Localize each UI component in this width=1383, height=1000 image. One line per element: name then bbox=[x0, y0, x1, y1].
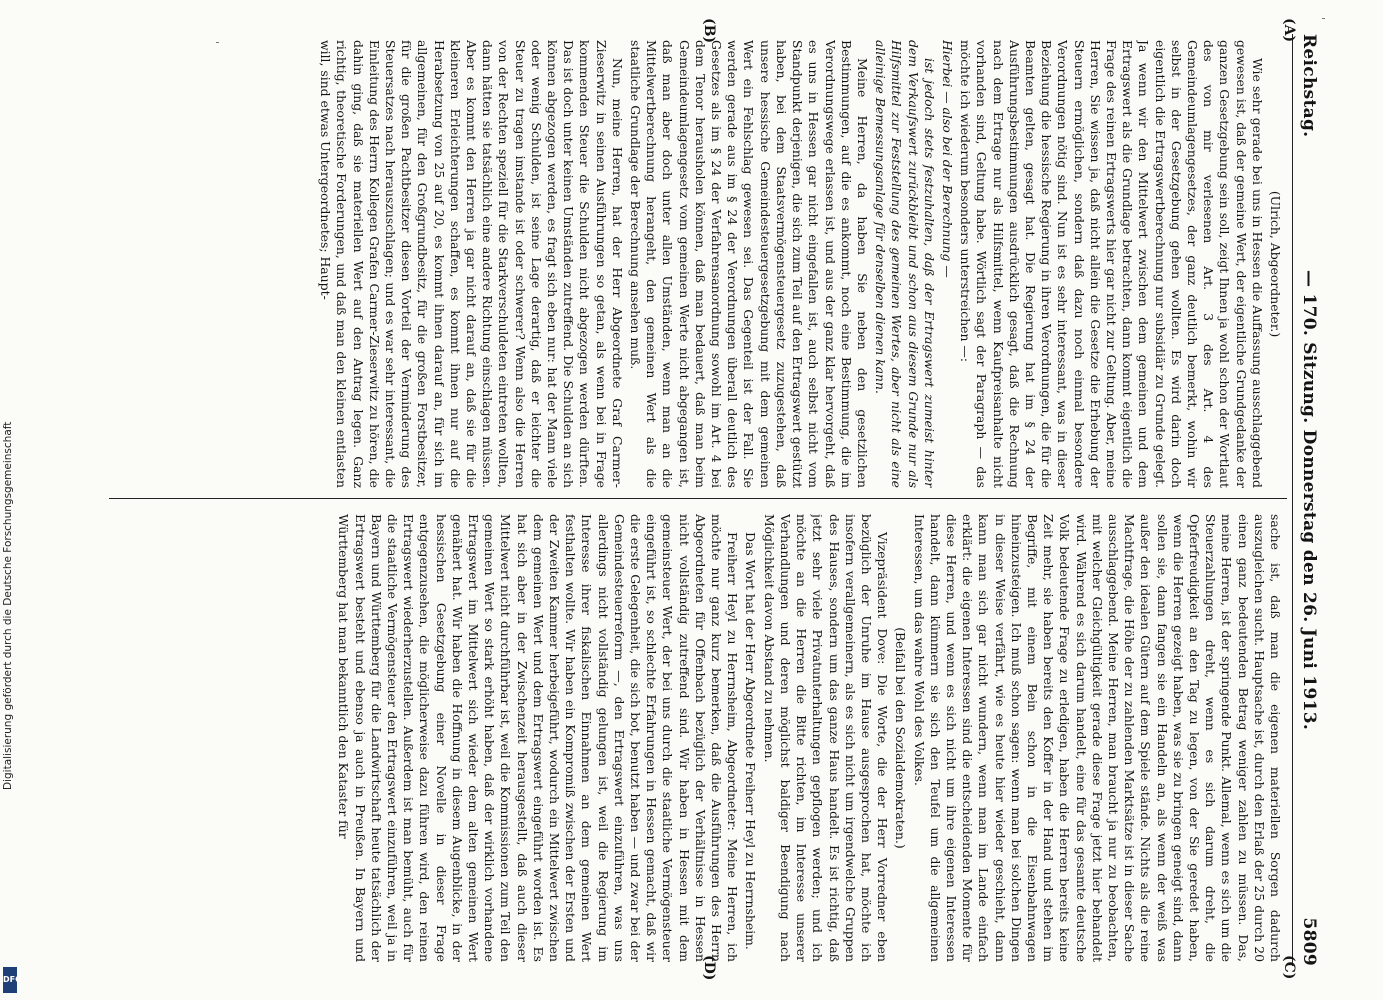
header-publication: Reichstag. bbox=[1299, 34, 1319, 138]
quote-intro: Hierbei — also bei der Berechnung — bbox=[939, 40, 955, 278]
paragraph: Das Wort hat der Herr Abgeordnete Freiherr Heyl zu Herrnsheim. bbox=[743, 532, 759, 950]
newspaper-page bbox=[97, 20, 1337, 980]
left-text-column bbox=[113, 40, 1283, 488]
paragraph: Meine Herren, da haben Sie neben den gesetzlichen Bestimmungen, auf die es ankommt, noch eine Bestimmung, die im Verordnungswege erlassen ist, und aus der ganz klar hervorgeht, daß es uns in Hessen gar nicht eingefallen ist, auch selbst nicht vom Standpunkt derjenigen, die sich zum Teil auf den Ertragswert gestützt haben, bei dem Staatsvermögensteuergesetz zuzugestehen, daß unsere hessische Gemeindesteuergesetzgebung mit dem gemeinen Wert ein Fehlschlag gewesen sei. Das Gegenteil ist der Fall. Sie werden gerade aus im § 24 der Verordnungen überall deutlich des Gesetzes als im § 24 der Verfahrensanordnung sowohl im Art. 4 bei dem Tenor herausholen können, daß man bedauert, daß man beim Gemeindeumlagengesetz vom gemeinen Werte nicht abgegangen ist, daß man aber doch unter allen Umständen, wenn man an die Mittelwertberechnung herangeht, den gemeinen Wert als die staatliche Grundlage der Berechnung ansehen muß. bbox=[628, 40, 870, 488]
speaker-statement: Freiherr Heyl zu Herrnsheim, Abgeordneter: Meine Herren, ich möchte nur ganz kurz bemerken, daß die Ausführungen des Herrn Abgeordneten für Offenbach bezüglich der Verhältnisse in Hessen nicht vollständig zutreffend sind. Wir haben in Hessen mit dem gemeinsteuer Wert, der bei uns durch die staatliche Vermögensteuer eingeführt ist, so schlechte Erfahrungen in Hessen gemacht, daß wir die erste Gelegenheit, die sich bot, benutzt haben — und zwar bei der Gemeindesteuerreform —, den Ertragswert einzuführen, was uns allerdings nicht vollständig gelungen ist, weil die Regierung im Interesse ihrer fiskalischen Einnahmen an dem gemeinen Wert festhalten wollte. Wir haben ein Kompromiß zwischen der Ersten und der Zweiten Kammer herbeigeführt, wodurch ein Mittelwert zwischen dem gemeinen Wert und dem Ertragswert eingeführt worden ist. Es hat sich aber in der Zwischenzeit herausgestellt, daß auch dieser Mittelwert nicht durchführbar ist, weil die Kommissionen zum Teil den gemeinen Wert so stark erhöht haben, daß der wirklich vorhandene Ertragswert im Mittelwert sich wieder dem alten gemeinen Wert genähert hat. Wir haben die Hoffnung in diesem Augenblicke, in der hessischen Gesetzgebung einer Novelle in dieser Frage entgegenzusehen, die möglicherweise dazu führen wird, den reinen Ertragswert wiederherzustellen. Außerdem ist man bemüht, auch für die staatliche Vermögensteuer den Ertragswert einzuführen, weil ja in Bayern und Württemberg für die Landwirtschaft heute tatsächlich der Ertragswert besteht und ebenso ja auch in Preußen. In Bayern und Württemberg hat man bekanntlich den Kataster für bbox=[336, 514, 741, 962]
digitization-credit: Digitalisierung gefördert durch die Deutsche Forschungsgemeinschaft bbox=[2, 421, 14, 790]
paragraph: sache ist, daß man die eigenen materiellen Sorgen dadurch auszugleichen sucht. Hauptsache ist, durch den Erlaß der 25 durch 20 einen ganz bedeutenden Betrag weniger zahlen zu müssen. Das, meine Herren, ist der springende Punkt. Allemal, wenn es sich um die Steuerzahlungen dreht, wenn es sich darum dreht, die Opferfreudigkeit an den Tag zu legen, von der Sie geredet haben, wenn die Herren gezeigt haben, was sie zu bringen geneigt sind, dann sollen sie, dann fangen sie ein Handeln an, als wenn der weiß was außer den idealen Gütern auf dem Spiele stände. Nichts als die reine Machtfrage, die Höhe der zu zahlenden Marktsätze ist in dieser Sache ausschlaggebend. Meine Herren, man braucht ja nur zu beobachten, mit welcher Gleichgültigkeit gerade diese Frage jetzt hier behandelt wird. Während es sich darum handelt, eine für das gesamte deutsche Volk bedeutende Frage zu erledigen, haben die Herren bereits keine Zeit mehr, sie haben bereits den Koffer in der Hand und stehen im Begriffe, mit einem Bein schon in die Eisenbahnwagen hineinzusteigen. Ich muß schon sagen: wenn man bei solchen Dingen in dieser Weise verfährt, wie es heute hier wieder geschieht, dann kann man sich gar nicht wundern, wenn man im Lande einfach erklärt: die eigenen Interessen sind die entscheidenden Momente für diese Herren, und wenn es sich nicht um ihre eigenen Interessen handelt, dann kümmern sie sich den Teufel um die allgemeinen Interessen, um das wahre Wohl des Volkes. bbox=[911, 514, 1283, 962]
margin-mark-a: (A) bbox=[1281, 18, 1297, 43]
margin-mark-c: (C) bbox=[1281, 955, 1297, 980]
dfg-logo: DFG bbox=[3, 967, 17, 993]
right-text-column bbox=[113, 514, 1283, 962]
header-session: — 170. Sitzung. Donnerstag den 26. Juni 1913. bbox=[1299, 269, 1319, 731]
scan-speck bbox=[1322, 18, 1325, 19]
header-page-number: 5809 bbox=[1299, 917, 1319, 966]
column-divider bbox=[109, 498, 1287, 499]
block-quote: ist jedoch stets festzuhalten, daß der Ertragswert zumeist hinter dem Verkaufswert zurückbleibt und schon aus diesem Grunde nur als Hilfsmittel zur Feststellung des gemeinen Wertes, aber nicht als eine alleinige Bemessungsanlage für denselben dienen kann. bbox=[873, 40, 937, 488]
paragraph: Nun, meine Herren, hat der Herr Abgeordnete Graf Carmer-Zieserwitz in seinen Ausführungen so getan, als wenn bei in Frage kommenden Steuer die Schulden nicht abgezogen werden dürften. Das ist doch unter keinen Umständen zutreffend. Die Schulden an sich können abgezogen werden, es fragt sich eben nur: hat der Mann viele oder wenig Schulden, ist seine Lage derartig, daß er leichter die Steuer zu tragen imstande ist oder schwerer? Wenn also die Herren von der Rechten speziell für die Starkverschuldeten eintreten wollten, dann hätten sie tatsächlich eine andere Richtung einschlagen müssen. Aber es kommt den Herren ja gar nicht darauf an, daß sie für die kleineren Erleichterungen schaffen, es kommt ihnen nur auf die Herabsetzung von 25 auf 20, es kommt ihnen darauf an, für sich im allgemeinen, für den Großgrundbesitz, für die großen Forstbesitzer, für die großen Pachtbesitzer diesen Vorteil der Verminderung des Steuersatzes nach herauszuschlagen; und es war sehr interessant, die Einleitung des Herrn Kollegen Grafen Carmer-Zieserwitz zu hören, die dahin ging, daß sie materiellen Wert auf den Antrag legen. Ganz richtig, theoretische Forderungen, und daß man den kleinen entlasten will, sind etwas Untergeordnetes; Haupt- bbox=[318, 40, 625, 488]
vice-president-statement: Vizepräsident Dove: Die Worte, die der Herr Vorredner eben bezüglich der Unruhe im Hause ausgesprochen hat, möchte ich insofern verallgemeinern, als es sich nicht um irgendwelche Gruppen des Hauses, sondern um das ganze Haus handelt. Es ist richtig, daß jetzt sehr viele Privatunterhaltungen gepflogen werden; und ich möchte an die Herren die Bitte richten, im Interesse unserer Verhandlungen und deren möglichst baldiger Beendigung nach Möglichkeit davon Abstand zu nehmen. bbox=[761, 514, 891, 962]
speaker-attribution: (Ulrich, Abgeordneter.) bbox=[1268, 190, 1283, 338]
paragraph: Wie sehr gerade bei uns in Hessen die Auffassung ausschlaggebend gewesen ist, daß der gemeine Wert, der eigentliche Grundgedanke der ganzen Gesetzgebung sein soll, zeigt Ihnen ja wohl schon der Wortlaut des von mir verlesenen Art. 3 des Art. 4 des Gemeindeumlagengesetzes, der ganz deutlich bemerkt, wohin wir selbst in der Gesetzgebung gehen wollten. Es wird darin doch eigentlich die Ertragswertberechnung nur subsidiär zu Grunde gelegt. Ja wenn wir den Mittelwert zwischen dem gemeinen und dem Ertragswert als die Grundlage betrachten, dann kommt eigentlich die Frage des reinen Ertragswerts hier gar nicht zur Geltung. Aber, meine Herren, Sie wissen ja, daß nicht allein die Gesetze die Erhebung der Steuern ermöglichen, sondern daß dazu noch einmal besondere Verordnungen nötig sind. Nun ist es sehr interessant, was in dieser Beziehung die hessische Regierung in ihren Verordnungen, die für die Beamten gelten, gesagt hat. Die Regierung hat im § 24 der Ausführungsbestimmungen ausdrücklich gesagt, daß die Rechnung nach dem Ertrage nur als Hilfsmittel, wenn Kaufpreisanhalte nicht vorhanden sind, Geltung habe. Wörtlich sagt der Paragraph — das möchte ich wiederum besonders unterstreichen —: bbox=[958, 40, 1265, 488]
margin-mark-d: (D) bbox=[701, 955, 717, 981]
margin-mark-b: (B) bbox=[701, 18, 717, 44]
applause-note: (Beifall bei den Sozialdemokraten.) bbox=[893, 627, 909, 849]
page-header bbox=[1292, 34, 1319, 966]
